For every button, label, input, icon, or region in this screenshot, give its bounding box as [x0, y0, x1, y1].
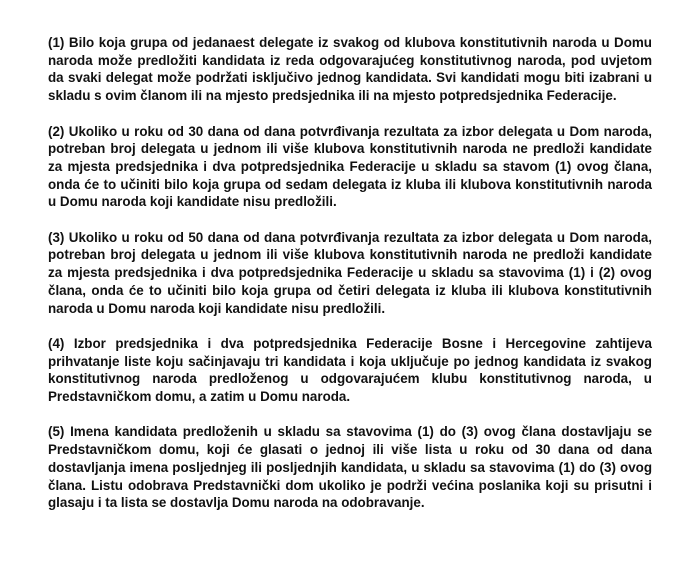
paragraph-4: (4) Izbor predsjednika i dva potpredsjednika Federacije Bosne i Hercegovine zahtijeva prihvatanje liste koju sačinjavaju tri kandidata i koja uključuje po jednog kandidata iz svakog konstitutivnog naroda predloženog u odgovarajućem klubu konstitutivnog naroda, u Predstavničkom domu, a zatim u Domu naroda. [48, 335, 652, 405]
paragraph-2: (2) Ukoliko u roku od 30 dana od dana potvrđivanja rezultata za izbor delegata u Dom naroda, potreban broj delegata u jednom ili više klubova konstitutivnih naroda ne predloži kandidate za mjesta predsjednika i dva potpredsjednika Federacije u skladu sa stavom (1) ovog člana, onda će to učiniti bilo koja grupa od sedam delegata iz kluba ili klubova konstitutivnih naroda u Domu naroda koji kandidate nisu predložili. [48, 123, 652, 210]
paragraph-3: (3) Ukoliko u roku od 50 dana od dana potvrđivanja rezultata za izbor delegata u Dom naroda, potreban broj delegata u jednom ili više klubova konstitutivnih naroda ne predloži kandidate za mjesta predsjednika i dva potpredsjednika Federacije u skladu sa stavovima (1) i (2) ovog člana, onda će to učiniti bilo koja grupa od četiri delegata iz kluba ili klubova konstitutivnih naroda u Domu naroda koji kandidate nisu predložili. [48, 229, 652, 316]
paragraph-1: (1) Bilo koja grupa od jedanaest delegate iz svakog od klubova konstitutivnih naroda u Domu naroda može predložiti kandidata iz reda odgovarajućeg konstitutivnog naroda, pod uvjetom da svaki delegat može podržati isključivo jednog kandidata. Svi kandidati mogu biti izabrani u skladu s ovim članom ili na mjesto predsjednika ili na mjesto potpredsjednika Federacije. [48, 35, 652, 104]
document-body [48, 34, 652, 512]
paragraph-5: (5) Imena kandidata predloženih u skladu sa stavovima (1) do (3) ovog člana dostavljaju se Predstavničkom domu, koji će glasati o jednoj ili više lista u roku od 30 dana od dana dostavljanja imena posljednjeg ili posljednjih kandidata, u skladu sa stavovima (1) do (3) ovog člana. Listu odobrava Predstavnički dom ukoliko je podrži većina poslanika koji su prisutni i glasaju i ta lista se dostavlja Domu naroda na odobravanje. [48, 424, 652, 511]
